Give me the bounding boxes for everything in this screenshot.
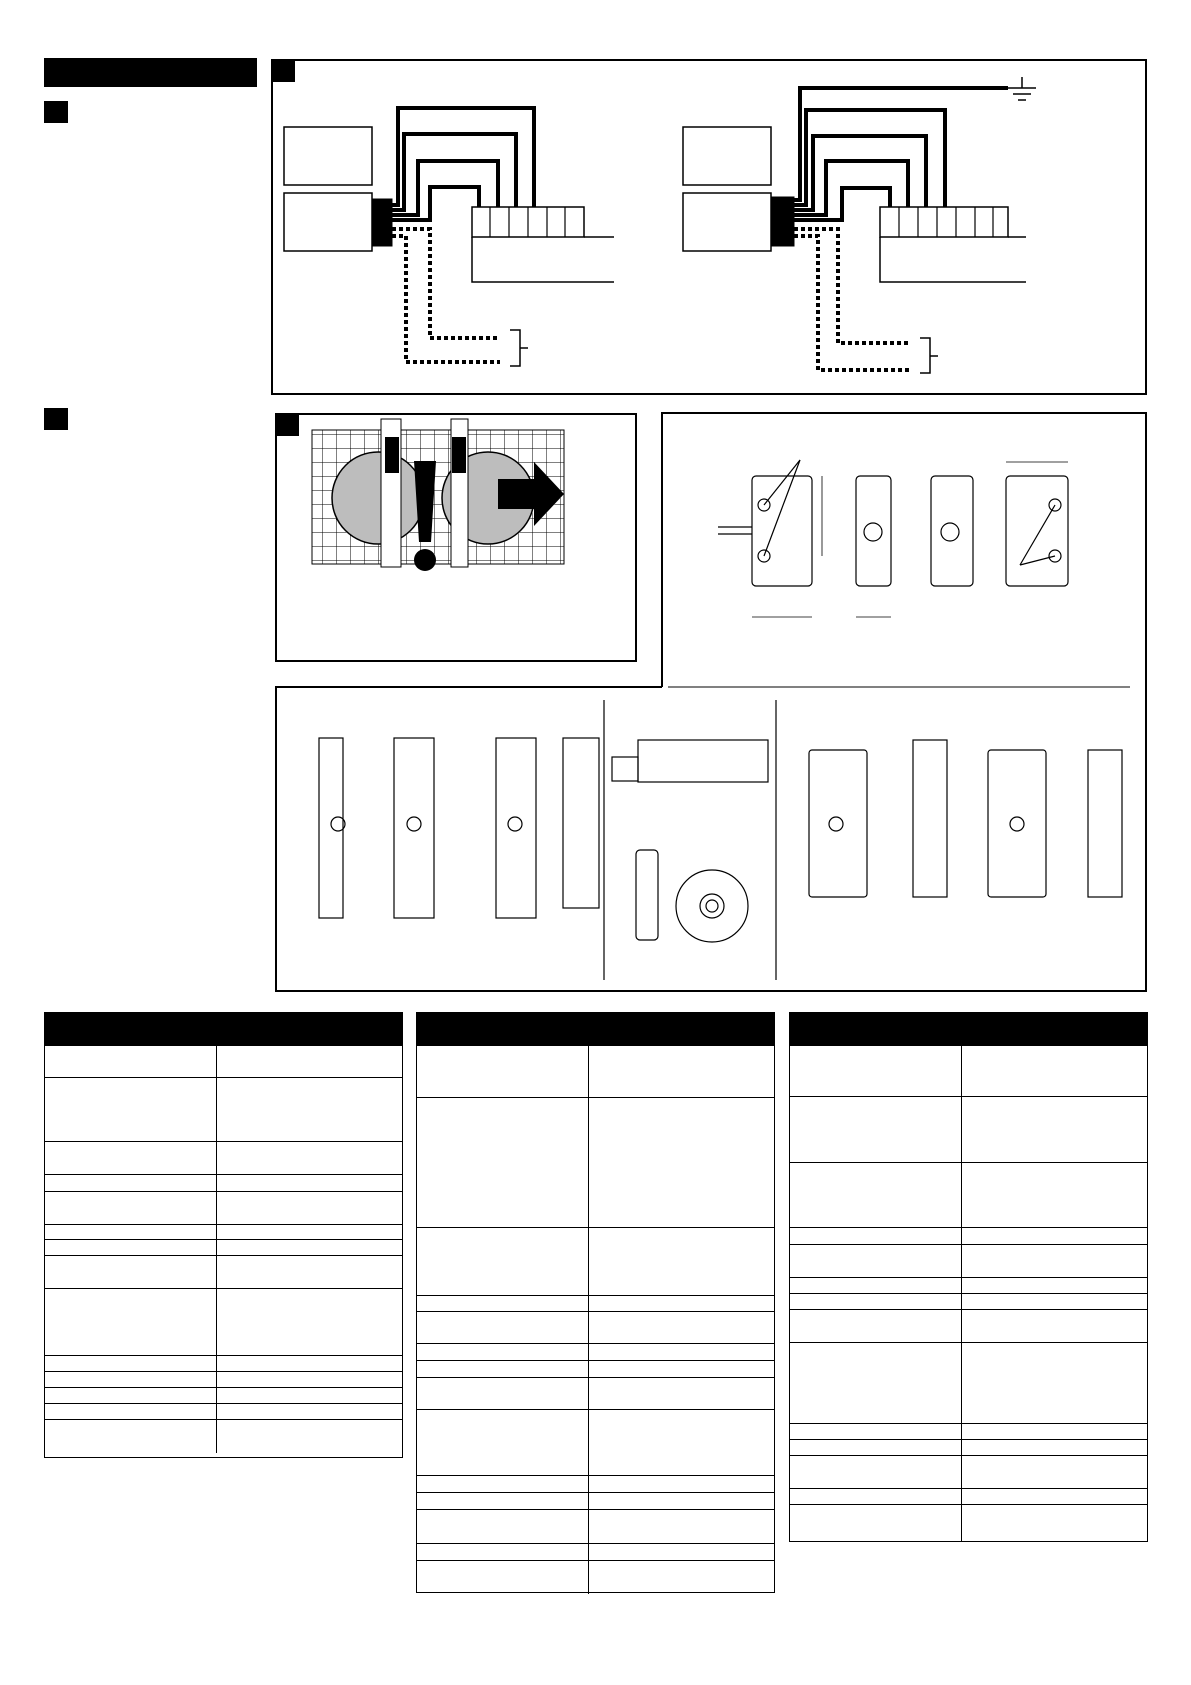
table-cell-value — [589, 1312, 774, 1343]
table-cell-value — [962, 1489, 1147, 1504]
table-cell-label — [45, 1372, 217, 1387]
table-cell-value — [589, 1510, 774, 1543]
table-cell-value — [217, 1078, 402, 1141]
table-cell-label — [45, 1142, 217, 1174]
table-cell-value — [962, 1228, 1147, 1244]
table-row — [790, 1309, 1147, 1342]
table-cell-label — [45, 1404, 217, 1419]
table-cell-value — [589, 1296, 774, 1311]
table-cell-label — [790, 1046, 962, 1096]
table-cell-value — [589, 1476, 774, 1492]
table-cell-label — [790, 1278, 962, 1293]
table-row — [45, 1191, 402, 1224]
table-row — [417, 1560, 774, 1594]
table-cell-label — [45, 1420, 217, 1453]
table-cell-label — [45, 1175, 217, 1191]
table-row — [790, 1293, 1147, 1309]
table-row — [417, 1045, 774, 1097]
table-cell-value — [217, 1356, 402, 1371]
table-cell-label — [45, 1192, 217, 1224]
table-cell-value — [217, 1175, 402, 1191]
table-cell-value — [217, 1372, 402, 1387]
table-cell-label — [790, 1294, 962, 1309]
table-cell-value — [962, 1163, 1147, 1227]
table-row — [45, 1077, 402, 1141]
table-cell-value — [217, 1142, 402, 1174]
table-cell-value — [217, 1046, 402, 1077]
table-cell-value — [589, 1344, 774, 1360]
table-row — [45, 1224, 402, 1239]
table-cell-value — [962, 1343, 1147, 1423]
table-cell-label — [417, 1544, 589, 1560]
table-row — [417, 1295, 774, 1311]
table-cell-value — [217, 1256, 402, 1288]
table-cell-label — [790, 1163, 962, 1227]
table-cell-value — [962, 1505, 1147, 1541]
table-row — [45, 1174, 402, 1191]
table-row — [417, 1475, 774, 1492]
table-cell-value — [217, 1289, 402, 1355]
table-cell-label — [45, 1046, 217, 1077]
table-row — [417, 1409, 774, 1475]
table-cell-value — [589, 1410, 774, 1475]
table-row — [45, 1403, 402, 1419]
table-cell-label — [417, 1493, 589, 1509]
table-row — [417, 1492, 774, 1509]
table-row — [417, 1509, 774, 1543]
table-cell-label — [417, 1228, 589, 1295]
table-cell-label — [790, 1343, 962, 1423]
table-cell-value — [589, 1493, 774, 1509]
table-row — [45, 1419, 402, 1453]
table-row — [417, 1311, 774, 1343]
table-cell-label — [417, 1296, 589, 1311]
table-row — [417, 1543, 774, 1560]
table-cell-label — [790, 1440, 962, 1455]
table-cell-label — [417, 1312, 589, 1343]
table-cell-label — [417, 1344, 589, 1360]
table-row — [790, 1342, 1147, 1423]
table-row — [417, 1360, 774, 1377]
table-row — [45, 1045, 402, 1077]
table-row — [790, 1439, 1147, 1455]
table-cell-value — [962, 1440, 1147, 1455]
table-row — [790, 1045, 1147, 1096]
table-cell-value — [217, 1404, 402, 1419]
table-cell-label — [45, 1256, 217, 1288]
table-cell-value — [589, 1544, 774, 1560]
table-row — [417, 1227, 774, 1295]
table-cell-value — [962, 1294, 1147, 1309]
table-cell-value — [589, 1046, 774, 1097]
spec-table-1 — [44, 1012, 403, 1458]
table-cell-label — [790, 1097, 962, 1162]
table-cell-value — [589, 1561, 774, 1594]
table-cell-label — [417, 1361, 589, 1377]
table-cell-label — [790, 1310, 962, 1342]
table-cell-value — [217, 1240, 402, 1255]
table-cell-value — [962, 1456, 1147, 1488]
table-row — [790, 1455, 1147, 1488]
table-cell-value — [962, 1310, 1147, 1342]
table-cell-label — [417, 1378, 589, 1409]
table-row — [45, 1371, 402, 1387]
table-cell-label — [45, 1289, 217, 1355]
table-row — [790, 1162, 1147, 1227]
table-cell-value — [217, 1225, 402, 1239]
table-row — [45, 1288, 402, 1355]
table-row — [790, 1277, 1147, 1293]
table-cell-label — [45, 1078, 217, 1141]
table-cell-value — [589, 1361, 774, 1377]
spec-table-3 — [789, 1012, 1148, 1542]
table-row — [45, 1387, 402, 1403]
table-cell-label — [790, 1505, 962, 1541]
spec-table-3-header — [790, 1013, 1147, 1045]
table-row — [45, 1255, 402, 1288]
table-cell-label — [417, 1510, 589, 1543]
table-cell-value — [962, 1245, 1147, 1277]
table-cell-value — [962, 1046, 1147, 1096]
spec-table-2-header — [417, 1013, 774, 1045]
table-cell-label — [790, 1228, 962, 1244]
table-cell-value — [589, 1228, 774, 1295]
table-row — [790, 1504, 1147, 1541]
spec-table-1-header — [45, 1013, 402, 1045]
table-cell-label — [790, 1245, 962, 1277]
table-row — [45, 1239, 402, 1255]
table-cell-value — [962, 1278, 1147, 1293]
table-cell-value — [589, 1378, 774, 1409]
table-cell-value — [962, 1424, 1147, 1439]
table-cell-label — [45, 1225, 217, 1239]
table-row — [790, 1244, 1147, 1277]
table-cell-label — [417, 1476, 589, 1492]
table-cell-label — [790, 1424, 962, 1439]
table-cell-value — [217, 1388, 402, 1403]
table-row — [790, 1423, 1147, 1439]
table-cell-label — [417, 1046, 589, 1097]
spec-table-2 — [416, 1012, 775, 1593]
table-cell-label — [790, 1489, 962, 1504]
table-cell-label — [417, 1410, 589, 1475]
table-row — [417, 1097, 774, 1227]
table-row — [45, 1355, 402, 1371]
table-cell-value — [589, 1098, 774, 1227]
table-row — [790, 1227, 1147, 1244]
table-row — [417, 1343, 774, 1360]
table-cell-label — [790, 1456, 962, 1488]
table-row — [790, 1096, 1147, 1162]
table-cell-label — [45, 1356, 217, 1371]
table-cell-value — [217, 1420, 402, 1453]
table-cell-label — [417, 1561, 589, 1594]
table-row — [417, 1377, 774, 1409]
table-row — [790, 1488, 1147, 1504]
table-cell-label — [45, 1388, 217, 1403]
table-row — [45, 1141, 402, 1174]
table-cell-label — [45, 1240, 217, 1255]
table-cell-value — [217, 1192, 402, 1224]
table-cell-value — [962, 1097, 1147, 1162]
table-cell-label — [417, 1098, 589, 1227]
